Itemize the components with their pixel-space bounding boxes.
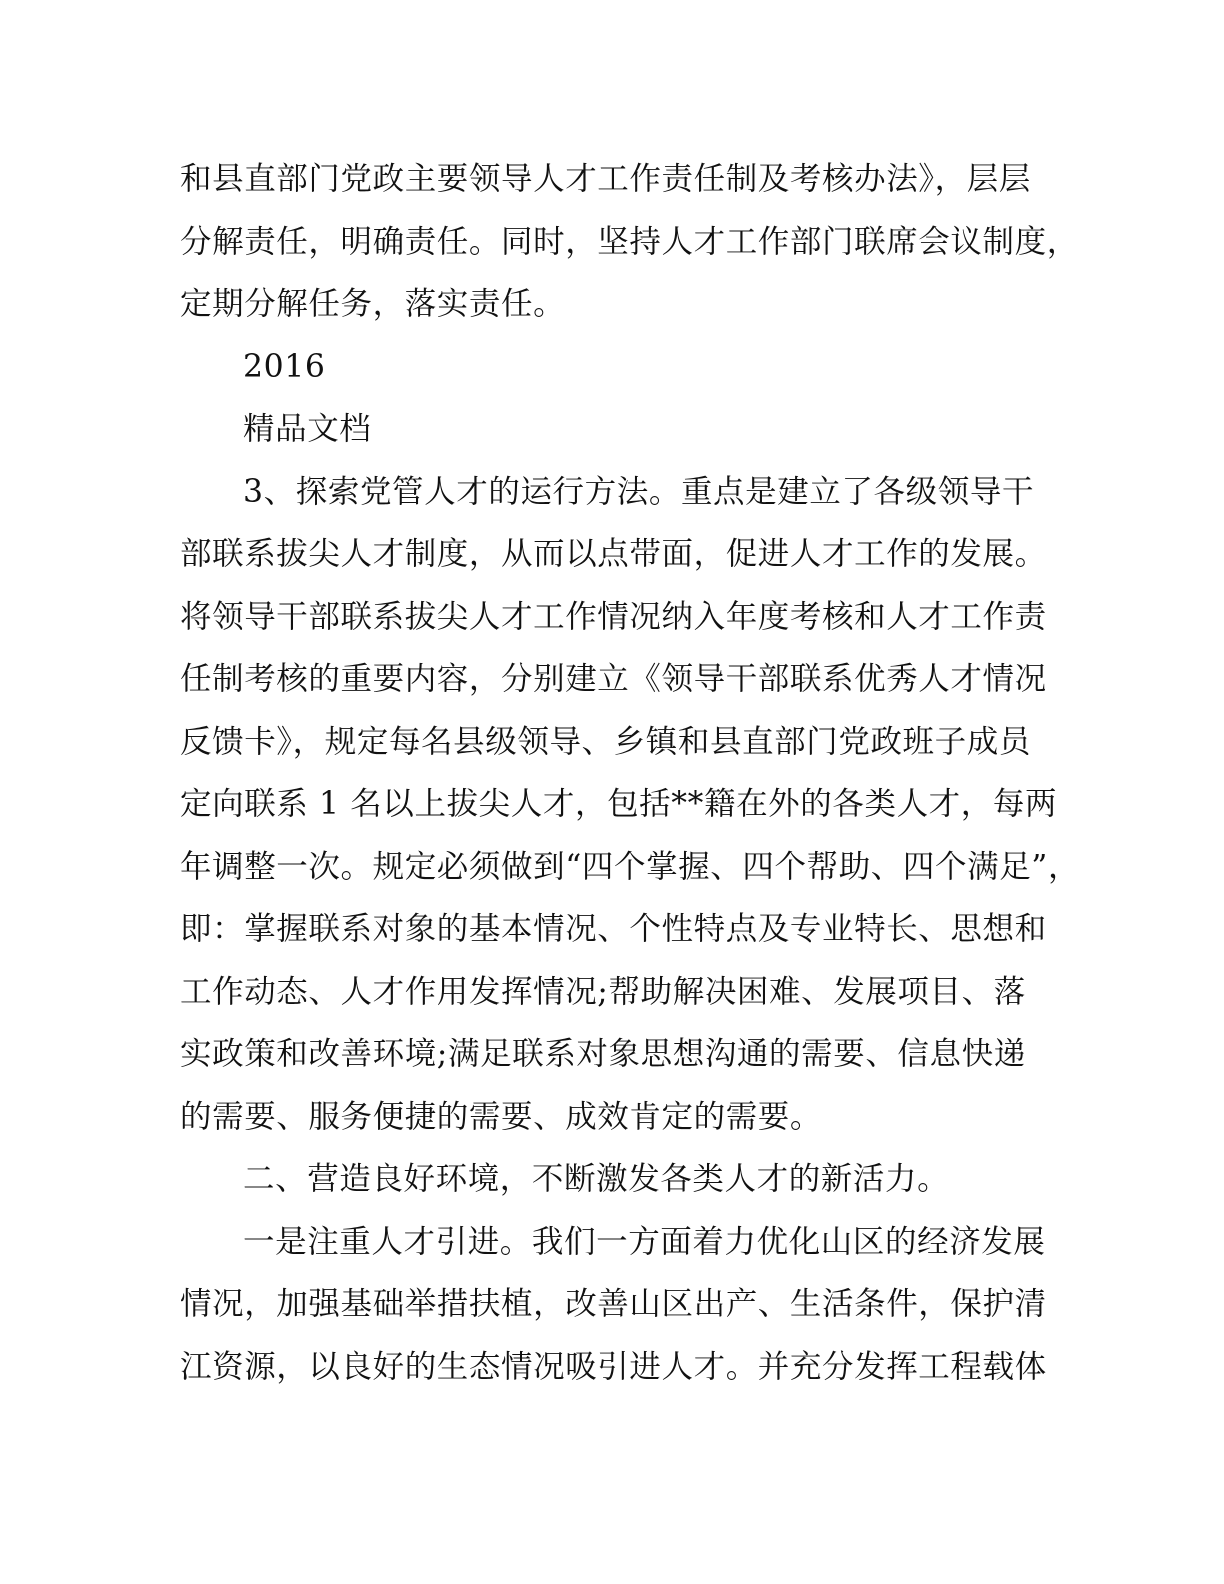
document-body [180,148,1081,1398]
text-line: 的需要、服务便捷的需要、成效肯定的需要。 [180,1098,823,1135]
text-line: 即：掌握联系对象的基本情况、个性特点及专业特长、思想和 [180,911,1047,947]
text-line: 江资源，以良好的生态情况吸引进人才。并充分发挥工程载体 [180,1348,1047,1385]
text-line: 将领导干部联系拔尖人才工作情况纳入年度考核和人才工作责 [180,598,1047,635]
page-year-label: 2016 [243,348,326,385]
section-heading: 二、营造良好环境，不断激发各类人才的新活力。 [243,1161,950,1197]
text-line: 工作动态、人才作用发挥情况;帮助解决困难、发展项目、落 [180,973,1026,1010]
text-line: 和县直部门党政主要领导人才工作责任制及考核办法》，层层 [180,161,1031,197]
text-line: 定期分解任务，落实责任。 [180,286,566,322]
text-line: 任制考核的重要内容，分别建立《领导干部联系优秀人才情况 [180,661,1047,697]
paragraph-start: 3、探索党管人才的运行方法。重点是建立了各级领导干 [243,473,1035,510]
text-line: 情况，加强基础举措扶植，改善山区出产、生活条件，保护清 [180,1286,1047,1322]
text-line: 部联系拔尖人才制度，从而以点带面，促进人才工作的发展。 [180,536,1047,572]
paragraph-start: 一是注重人才引进。我们一方面着力优化山区的经济发展 [243,1223,1046,1260]
text-line: 反馈卡》，规定每名县级领导、乡镇和县直部门党政班子成员 [180,723,1031,760]
text-line: 分解责任，明确责任。同时，坚持人才工作部门联席会议制度， [180,223,1079,260]
text-line: 定向联系 1 名以上拔尖人才，包括**籍在外的各类人才，每两 [180,786,1058,822]
text-line: 年调整一次。规定必须做到“四个掌握、四个帮助、四个满足”， [180,848,1081,885]
text-line: 实政策和改善环境;满足联系对象思想沟通的需要、信息快递 [180,1036,1026,1072]
watermark-label: 精品文档 [243,411,372,447]
